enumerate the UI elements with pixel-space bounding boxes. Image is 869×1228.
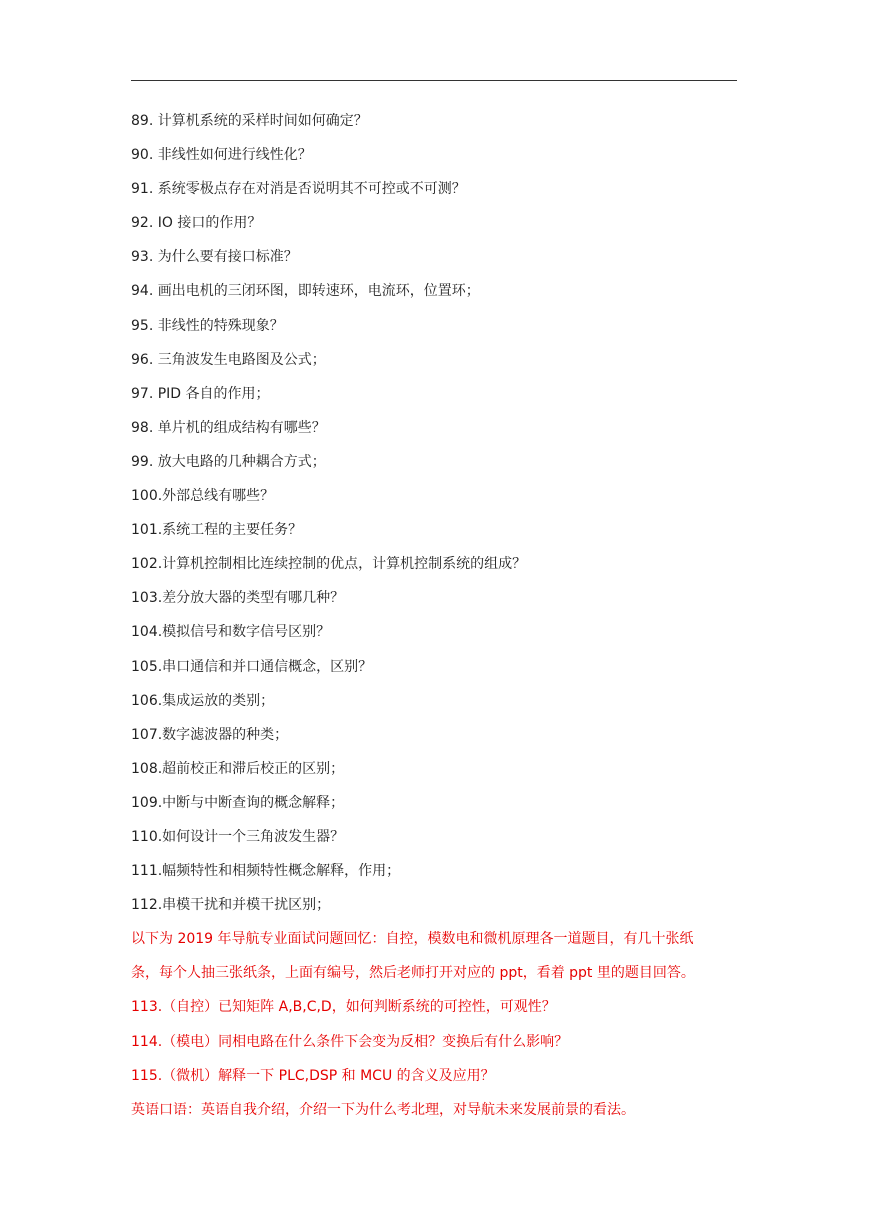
question-number: 99. xyxy=(131,453,154,470)
question-number: 107. xyxy=(131,726,163,743)
question-text: 超前校正和滞后校正的区别； xyxy=(162,760,345,777)
question-text: 单片机的组成结构有哪些？ xyxy=(157,419,326,436)
question-number: 102. xyxy=(131,556,163,573)
question-item-90 xyxy=(131,138,741,172)
question-item-103 xyxy=(131,581,741,615)
question-item-110 xyxy=(131,820,741,854)
recall-intro-line-2: 条，每个人抽三张纸条，上面有编号，然后老师打开对应的 ppt，看着 ppt 里的题目回答。 xyxy=(131,965,695,982)
question-text: 模拟信号和数字信号区别？ xyxy=(162,624,331,641)
question-item-92 xyxy=(131,206,741,240)
question-item-112 xyxy=(131,888,741,922)
question-number: 108. xyxy=(131,760,163,777)
question-item-99 xyxy=(131,445,741,479)
question-text: 差分放大器的类型有哪几种？ xyxy=(162,590,345,607)
question-text: IO 接口的作用？ xyxy=(157,215,262,232)
question-item-96 xyxy=(131,343,741,377)
question-item-97 xyxy=(131,377,741,411)
question-text: 串口通信和并口通信概念，区别？ xyxy=(162,658,373,675)
question-number: 104. xyxy=(131,624,163,641)
question-item-105 xyxy=(131,650,741,684)
question-text: PID 各自的作用； xyxy=(157,385,270,402)
question-text: 集成运放的类别； xyxy=(162,692,275,709)
question-text: 三角波发生电路图及公式； xyxy=(157,351,326,368)
question-item-91 xyxy=(131,172,741,206)
question-text: 计算机控制相比连续控制的优点，计算机控制系统的组成？ xyxy=(162,556,527,573)
question-text: 为什么要有接口标准？ xyxy=(157,249,298,266)
question-text: 串模干扰和并模干扰区别； xyxy=(162,897,331,914)
question-number: 103. xyxy=(131,590,163,607)
recall-question-115: 115.（微机）解释一下 PLC,DSP 和 MCU 的含义及应用？ xyxy=(131,1067,495,1084)
question-text: 放大电路的几种耦合方式； xyxy=(157,453,326,470)
question-number: 92. xyxy=(131,215,154,232)
question-list xyxy=(131,104,741,1127)
question-text: 画出电机的三闭环图，即转速环，电流环，位置环； xyxy=(157,283,480,300)
question-item-108 xyxy=(131,752,741,786)
question-item-93 xyxy=(131,240,741,274)
question-text: 如何设计一个三角波发生器？ xyxy=(162,828,345,845)
question-number: 91. xyxy=(131,181,154,198)
question-item-100 xyxy=(131,479,741,513)
question-item-111 xyxy=(131,854,741,888)
question-number: 105. xyxy=(131,658,163,675)
header-rule xyxy=(131,80,737,81)
question-number: 97. xyxy=(131,385,154,402)
question-number: 89. xyxy=(131,113,154,129)
question-number: 109. xyxy=(131,794,163,811)
question-number: 94. xyxy=(131,283,154,300)
question-number: 90. xyxy=(131,147,154,164)
oral-english-note: 英语口语：英语自我介绍，介绍一下为什么考北理，对导航未来发展前景的看法。 xyxy=(131,1101,635,1118)
question-number: 110. xyxy=(131,828,163,845)
question-item-104 xyxy=(131,615,741,649)
question-number: 106. xyxy=(131,692,163,709)
question-number: 98. xyxy=(131,419,154,436)
question-text: 非线性的特殊现象？ xyxy=(157,317,284,334)
question-item-106 xyxy=(131,684,741,718)
question-item-102 xyxy=(131,547,741,581)
question-item-109 xyxy=(131,786,741,820)
question-number: 95. xyxy=(131,317,154,334)
question-item-101 xyxy=(131,513,741,547)
question-number: 93. xyxy=(131,249,154,266)
recall-question-113: 113.（自控）已知矩阵 A,B,C,D，如何判断系统的可控性，可观性？ xyxy=(131,999,556,1016)
question-number: 111. xyxy=(131,863,163,880)
question-number: 112. xyxy=(131,897,163,914)
question-text: 外部总线有哪些？ xyxy=(162,488,275,505)
question-item-107 xyxy=(131,718,741,752)
question-item-98 xyxy=(131,411,741,445)
question-number: 100. xyxy=(131,488,163,505)
question-number: 96. xyxy=(131,351,154,368)
question-text: 幅频特性和相频特性概念解释，作用； xyxy=(162,863,401,880)
question-item-94 xyxy=(131,274,741,308)
question-item-89 xyxy=(131,104,741,138)
question-text: 计算机系统的采样时间如何确定？ xyxy=(157,113,368,129)
question-text: 非线性如何进行线性化？ xyxy=(157,147,312,164)
recall-intro-line-1: 以下为 2019 年导航专业面试问题回忆：自控，模数电和微机原理各一道题目，有几十张纸 xyxy=(131,931,694,948)
question-text: 中断与中断查询的概念解释； xyxy=(162,794,345,811)
question-item-95 xyxy=(131,309,741,343)
question-text: 系统零极点存在对消是否说明其不可控或不可测？ xyxy=(157,181,466,198)
question-text: 数字滤波器的种类； xyxy=(162,726,289,743)
question-number: 101. xyxy=(131,522,163,539)
recall-question-114: 114.（模电）同相电路在什么条件下会变为反相？变换后有什么影响？ xyxy=(131,1033,569,1050)
question-text: 系统工程的主要任务？ xyxy=(162,522,303,539)
